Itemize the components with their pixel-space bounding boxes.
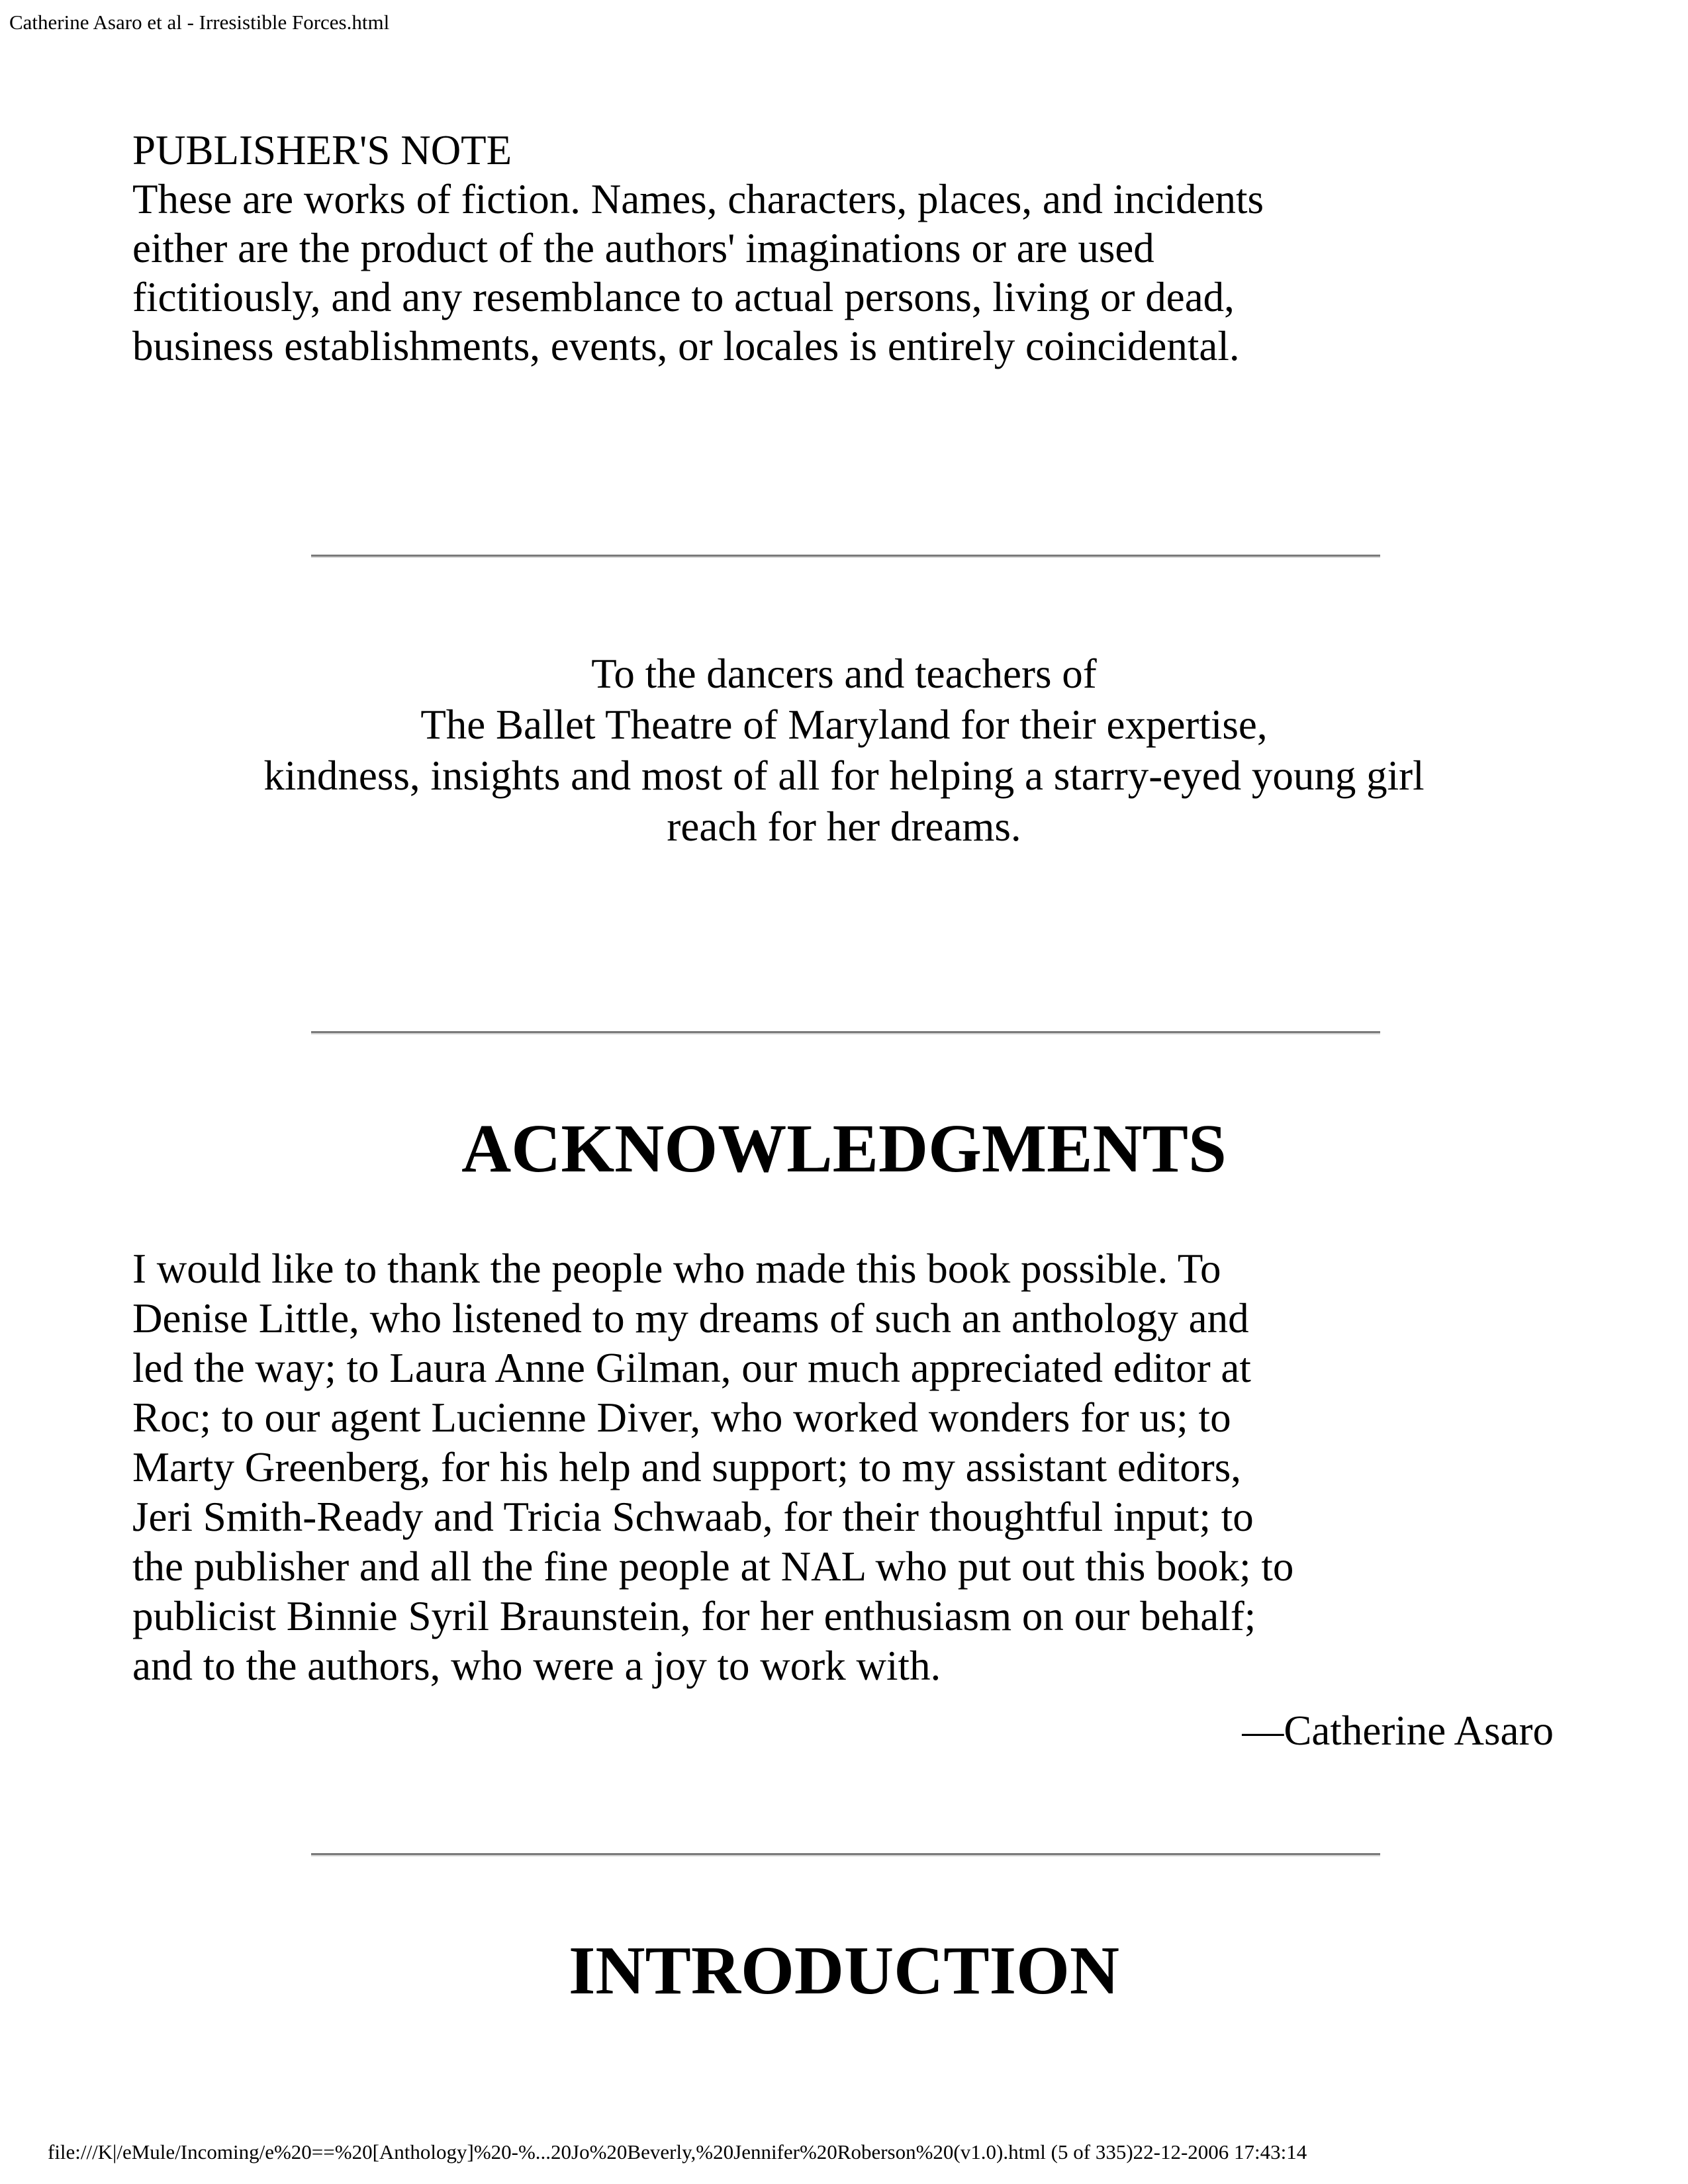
acknowledgments-heading: ACKNOWLEDGMENTS	[461, 1111, 1227, 1187]
horizontal-rule-1	[311, 555, 1380, 558]
page-header-title: Catherine Asaro et al - Irresistible Forces.html	[9, 11, 390, 34]
acknowledgments-signature: —Catherine Asaro	[1242, 1707, 1554, 1754]
horizontal-rule-2	[311, 1031, 1380, 1034]
dedication-text: To the dancers and teachers of The Ballet Theatre of Maryland for their expertise, kindness, insights and most of all for helping a starry-eyed young girl reach for her dreams.	[263, 651, 1425, 850]
introduction-heading: INTRODUCTION	[568, 1933, 1120, 2009]
acknowledgments-body: I would like to thank the people who made this book possible. To Denise Little, who listened to my dreams of such an anthology and led the way; to Laura Anne Gilman, our much appreciated editor at Roc; to our agent Lucienne Diver, who worked wonders for us; to Marty Greenberg, for his help and support; to my assistant editors, Jeri Smith-Ready and Tricia Schwaab, for their thoughtful input; to the publisher and all the fine people at NAL who put out this book; to publicist Binnie Syril Braunstein, for her enthusiasm on our behalf; and to the authors, who were a joy to work with.	[132, 1246, 1294, 1689]
publishers-note-section	[132, 126, 1556, 371]
horizontal-rule-3	[311, 1853, 1380, 1856]
publishers-note-title: PUBLISHER'S NOTE	[132, 127, 512, 173]
page-footer-path: file:///K|/eMule/Incoming/e%20==%20[Anthology]%20-%...20Jo%20Beverly,%20Jennifer%20Roberson%20(v1.0).html (5 of 335)22-12-2006 17:43:14	[48, 2140, 1307, 2163]
publishers-note-body: These are works of fiction. Names, characters, places, and incidents either are the product of the authors' imaginations or are used fictitiously, and any resemblance to actual persons, living or dead, business establishments, events, or locales is entirely coincidental.	[132, 176, 1264, 369]
